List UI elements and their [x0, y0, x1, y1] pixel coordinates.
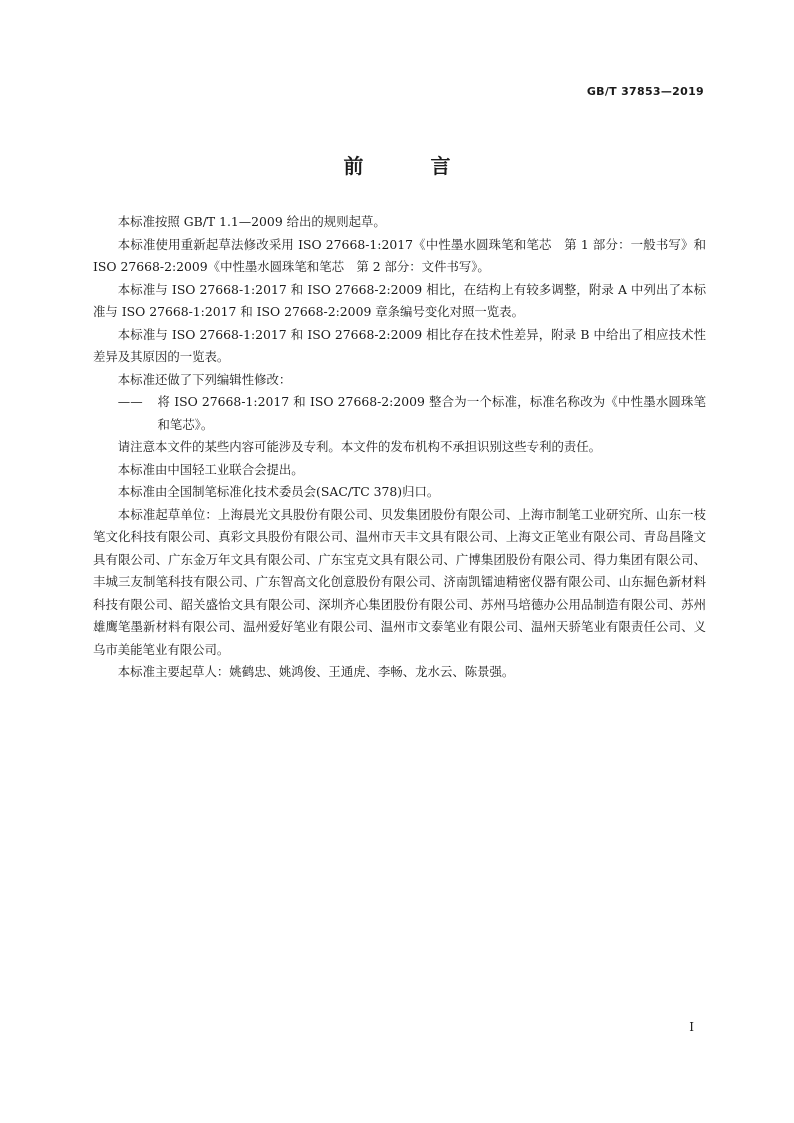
- paragraph-structure-changes: 本标准与 ISO 27668-1:2017 和 ISO 27668-2:2009 相比，在结构上有较多调整，附录 A 中列出了本标准与 ISO 27668-1:2017 和 ISO 27668-2:2009 章条编号变化对照一览表。: [93, 281, 706, 319]
- paragraph-adoption: 本标准使用重新起草法修改采用 ISO 27668-1:2017《中性墨水圆珠笔和笔芯 第 1 部分：一般书写》和 ISO 27668-2:2009《中性墨水圆珠笔和笔芯 第 2 部分：文件书写》。: [93, 236, 706, 274]
- paragraph-drafters: 本标准主要起草人：姚鹤忠、姚鸿俊、王通虎、李畅、龙水云、陈景强。: [117, 664, 515, 679]
- standard-code: GB/T 37853—2019: [586, 85, 704, 98]
- dash-mark: ——: [117, 394, 143, 409]
- paragraph-proposer: 本标准由中国轻工业联合会提出。: [117, 461, 304, 477]
- paragraph-editorial-changes: 本标准还做了下列编辑性修改：: [117, 371, 292, 387]
- page-title: 前 言: [343, 154, 481, 178]
- paragraph-drafting-rules: 本标准按照 GB/T 1.1—2009 给出的规则起草。: [117, 214, 386, 229]
- paragraph-patent-notice: 请注意本文件的某些内容可能涉及专利。本文件的发布机构不承担识别这些专利的责任。: [117, 439, 602, 454]
- list-item-text: 将 ISO 27668-1:2017 和 ISO 27668-2:2009 整合为一个标准，标准名称改为《中性墨水圆珠笔和笔芯》。: [157, 394, 706, 432]
- foreword-body: [93, 211, 706, 684]
- list-item-editorial-change: [93, 391, 706, 436]
- paragraph-committee: 本标准由全国制笔标准化技术委员会(SAC/TC 378)归口。: [117, 484, 440, 499]
- paragraph-drafting-units: 本标准起草单位：上海晨光文具股份有限公司、贝发集团股份有限公司、上海市制笔工业研究所、山东一枝笔文化科技有限公司、真彩文具股份有限公司、温州市天丰文具有限公司、上海文正笔业有限公司、青岛昌隆文具有限公司、广东金万年文具有限公司、广东宝克文具有限公司、广博集团股份有限公司、得力集团有限公司、丰城三友制笔科技有限公司、广东智高文化创意股份有限公司、济南凯镭迪精密仪器有限公司、山东掘色新材料科技有限公司、韶关盛怡文具有限公司、深圳齐心集团股份有限公司、苏州马培德办公用品制造有限公司、苏州雄鹰笔墨新材料有限公司、温州爱好笔业有限公司、温州市文泰笔业有限公司、温州天骄笔业有限责任公司、义乌市美能笔业有限公司。: [93, 506, 706, 657]
- page-number: I: [689, 1020, 694, 1034]
- paragraph-technical-differences: 本标准与 ISO 27668-1:2017 和 ISO 27668-2:2009 相比存在技术性差异，附录 B 中给出了相应技术性差异及其原因的一览表。: [93, 326, 706, 364]
